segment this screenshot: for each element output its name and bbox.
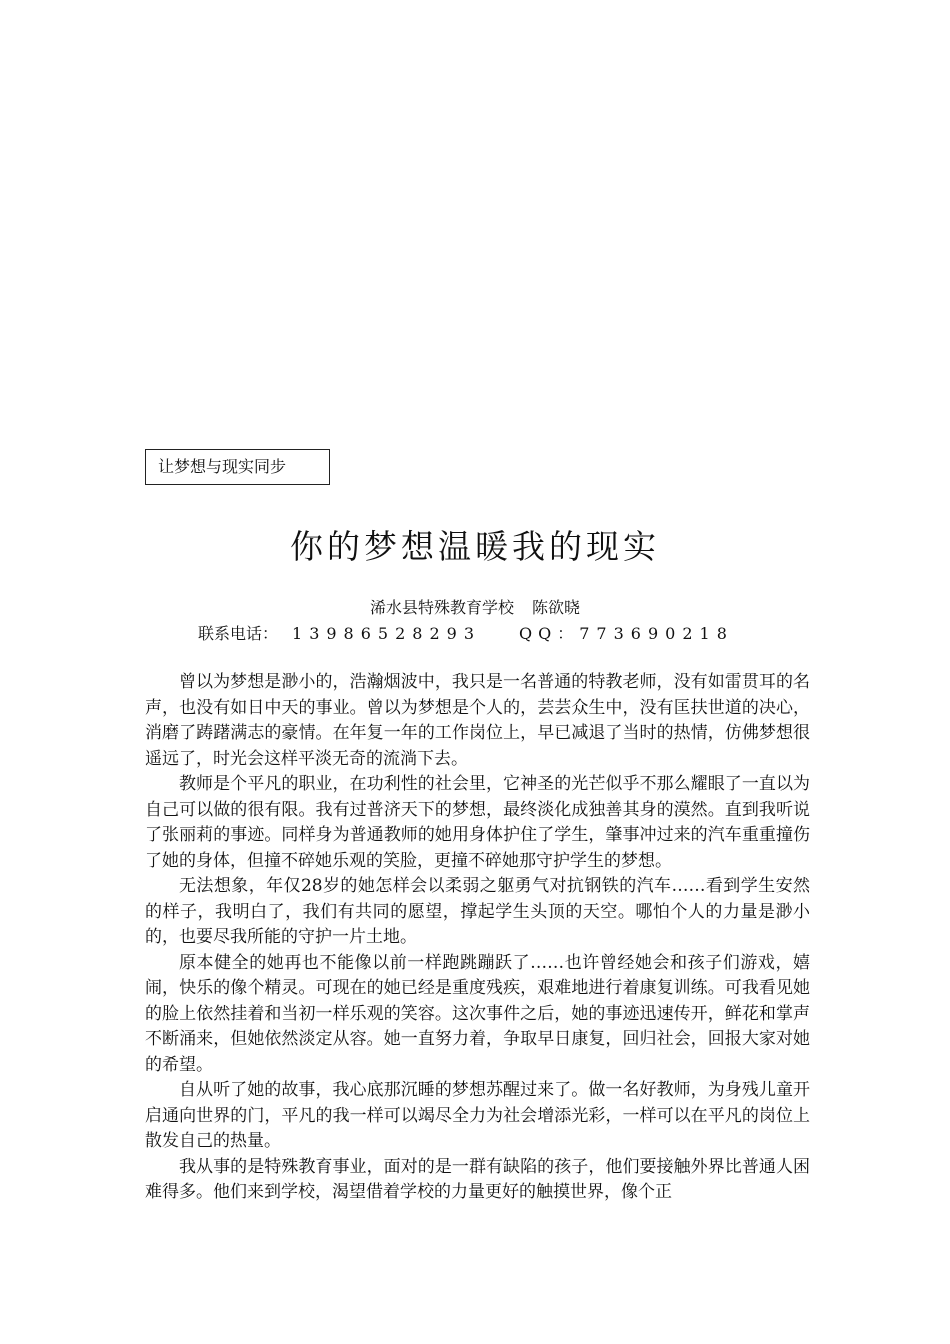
contact-line <box>198 622 734 646</box>
paragraph: 自从听了她的故事，我心底那沉睡的梦想苏醒过来了。做一名好教师，为身残儿童开启通向世界的门，平凡的我一样可以竭尽全力为社会增添光彩，一样可以在平凡的岗位上散发自己的热量。 <box>145 1080 810 1151</box>
phone-number: 13986528293 <box>292 624 481 643</box>
article-title: 你的梦想温暖我的现实 <box>290 527 660 566</box>
paragraph: 教师是个平凡的职业，在功利性的社会里，它神圣的光芒似乎不那么耀眼了一直以为自己可以做的很有限。我有过普济天下的梦想，最终淡化成独善其身的漠然。直到我听说了张丽莉的事迹。同样身为普通教师的她用身体护住了学生，肇事冲过来的汽车重重撞伤了她的身体，但撞不碎她乐观的笑脸，更撞不碎她那守护学生的梦想。 <box>145 774 810 871</box>
phone-label: 联系电话： <box>198 624 279 643</box>
article-body <box>145 670 810 1206</box>
qq-number: 773690218 <box>579 624 734 643</box>
author-line <box>0 596 950 620</box>
author-school: 浠水县特殊教育学校 <box>369 598 514 617</box>
paragraph: 曾以为梦想是渺小的，浩瀚烟波中，我只是一名普通的特教老师，没有如雷贯耳的名声，也没有如日中天的事业。曾以为梦想是个人的，芸芸众生中，没有匡扶世道的决心，消磨了踌躇满志的豪情。在年复一年的工作岗位上，早已减退了当时的热情，仿佛梦想很遥远了，时光会这样平淡无奇的流淌下去。 <box>145 672 810 769</box>
author-name: 陈欲晓 <box>532 598 581 617</box>
paragraph: 我从事的是特殊教育事业，面对的是一群有缺陷的孩子，他们要接触外界比普通人困难得多。他们来到学校，渴望借着学校的力量更好的触摸世界，像个正 <box>145 1156 810 1202</box>
category-tag: 让梦想与现实同步 <box>145 449 330 485</box>
qq-label: QQ： <box>519 624 580 643</box>
paragraph: 无法想象，年仅28岁的她怎样会以柔弱之躯勇气对抗钢铁的汽车……看到学生安然的样子，我明白了，我们有共同的愿望，撑起学生头顶的天空。哪怕个人的力量是渺小的，也要尽我所能的守护一片土地。 <box>145 876 810 947</box>
paragraph: 原本健全的她再也不能像以前一样跑跳蹦跃了……也许曾经她会和孩子们游戏，嬉闹，快乐的像个精灵。可现在的她已经是重度残疾，艰难地进行着康复训练。可我看见她的脸上依然挂着和当初一样乐观的笑容。这次事件之后，她的事迹迅速传开，鲜花和掌声不断涌来，但她依然淡定从容。她一直努力着，争取早日康复，回归社会，回报大家对她的希望。 <box>145 952 810 1075</box>
